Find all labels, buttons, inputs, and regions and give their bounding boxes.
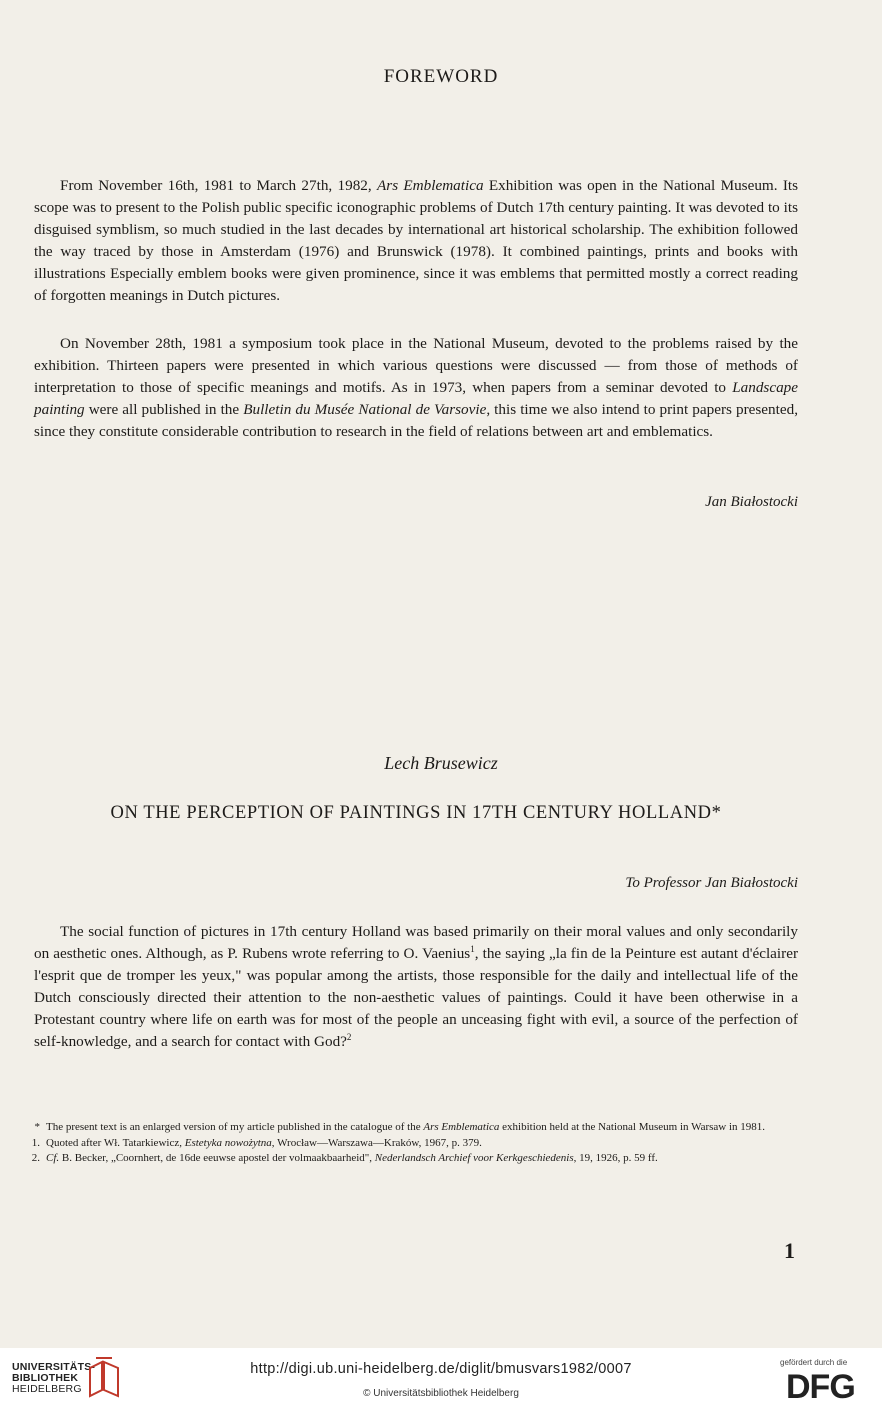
cf-abbrev: Cf.	[46, 1152, 60, 1165]
bulletin-title: Bulletin du Musée National de Varsovie	[243, 401, 487, 418]
text-run: On November 28th, 1981 a symposium took place in the National Museum, devoted to the problems raised by the exhibition. Thirteen papers were presented in which various questions were discussed — from those of methods of interpretation to those of specific meanings and motifs. As in 1973, when papers from a seminar devoted to	[34, 335, 798, 396]
funding-note: gefördert durch die	[780, 1358, 848, 1367]
footnote-mark: 1.	[31, 1136, 40, 1149]
text-run: exhibition held at the National Museum in Warsaw in 1981.	[499, 1121, 766, 1133]
dfg-logo-icon[interactable]: DFG	[786, 1368, 855, 1406]
institution-line: BIBLIOTHEK	[12, 1372, 79, 1384]
institution-line: HEIDELBERG	[12, 1383, 82, 1395]
foreword-signature: Jan Białostocki	[705, 494, 798, 510]
article-body-paragraph	[34, 921, 798, 1053]
exhibition-name: Ars Emblematica	[377, 177, 484, 194]
article-dedication: To Professor Jan Białostocki	[625, 875, 798, 891]
text-run: Exhibition was open in the National Museum. Its scope was to present to the Polish public specific iconographic problems of Dutch 17th century painting. It was devoted to its disguised symblism, so much studied in the last decades by international art historical scholarship. The exhibition followed the way traced by those in Amsterdam (1976) and Brunswick (1978). It combined paintings, prints and books with illustrations Especially emblem books were given prominence, since it was emblems that permitted mostly a correct reading of forgotten meanings in Dutch pictures.	[34, 177, 799, 304]
text-run: , 19, 1926, p. 59 ff.	[573, 1152, 658, 1165]
copyright-notice: © Universitätsbibliothek Heidelberg	[363, 1388, 519, 1399]
footnote-ref-1[interactable]: 1	[470, 943, 475, 954]
text-run: B. Becker, „Coornhert, de 16de eeuwse apostel der volmaakbaarheid",	[59, 1152, 375, 1165]
foreword-title: FOREWORD	[383, 66, 499, 87]
foreword-paragraph-1	[34, 175, 798, 307]
article-author: Lech Brusewicz	[384, 753, 498, 773]
foreword-paragraph-2	[34, 333, 798, 443]
text-run: From November 16th, 1981 to March 27th, 1982,	[60, 177, 377, 194]
footnote-text	[46, 1136, 798, 1152]
text-run: , the saying „la fin de la Peinture est autant d'éclairer l'esprit que de tromper les yeux," was popular among the artists, those responsible for the daily and intellectual life of the Dutch consciously directed their attention to the non-aesthetic values of paintings. Could it have been otherwise in a Protestant country where life on earth was for most of the people an unceasing fight with evil, a source of the perfection of self-knowledge, and a search for contact with God?	[34, 945, 798, 1050]
footnotes-list	[24, 1120, 798, 1167]
journal-title: Nederlandsch Archief voor Kerkgeschiedenis	[374, 1152, 574, 1165]
text-run: Quoted after Wł. Tatarkiewicz,	[46, 1136, 185, 1149]
footnote-text	[46, 1151, 798, 1167]
footnote-item	[24, 1120, 798, 1136]
footnote-mark: 2.	[31, 1152, 40, 1165]
footnote-item	[24, 1136, 798, 1152]
exhibition-name: Ars Emblematica	[423, 1121, 500, 1133]
text-run: , this time we also intend to print papers presented, since they constitute considerable contribution to research in the field of relations between art and emblematics.	[34, 401, 798, 440]
footnote-mark: *	[34, 1121, 40, 1133]
permalink-url[interactable]: http://digi.ub.uni-heidelberg.de/diglit/bmusvars1982/0007	[250, 1361, 632, 1377]
text-run: were all published in the	[84, 401, 244, 418]
footnote-text	[46, 1120, 798, 1136]
article-title: ON THE PERCEPTION OF PAINTINGS IN 17TH CENTURY HOLLAND*	[110, 803, 722, 823]
text-run: The social function of pictures in 17th century Holland was based primarily on their moral values and only secondarily on aesthetic ones. Although, as P. Rubens wrote referring to O. Vaenius	[34, 923, 798, 962]
book-title: Estetyka nowożytna	[184, 1136, 272, 1149]
text-run: The present text is an enlarged version of my article published in the catalogue of the	[46, 1121, 424, 1133]
footnote-ref-2[interactable]: 2	[346, 1031, 352, 1042]
page-number: 1	[784, 1238, 795, 1263]
footnote-item	[24, 1151, 798, 1167]
footer-bar	[0, 1348, 882, 1411]
institution-line: UNIVERSITÄTS-	[12, 1361, 96, 1373]
text-run: , Wrocław—Warszawa—Kraków, 1967, p. 379.	[271, 1136, 482, 1149]
seminar-title: Landscape painting	[34, 379, 798, 418]
